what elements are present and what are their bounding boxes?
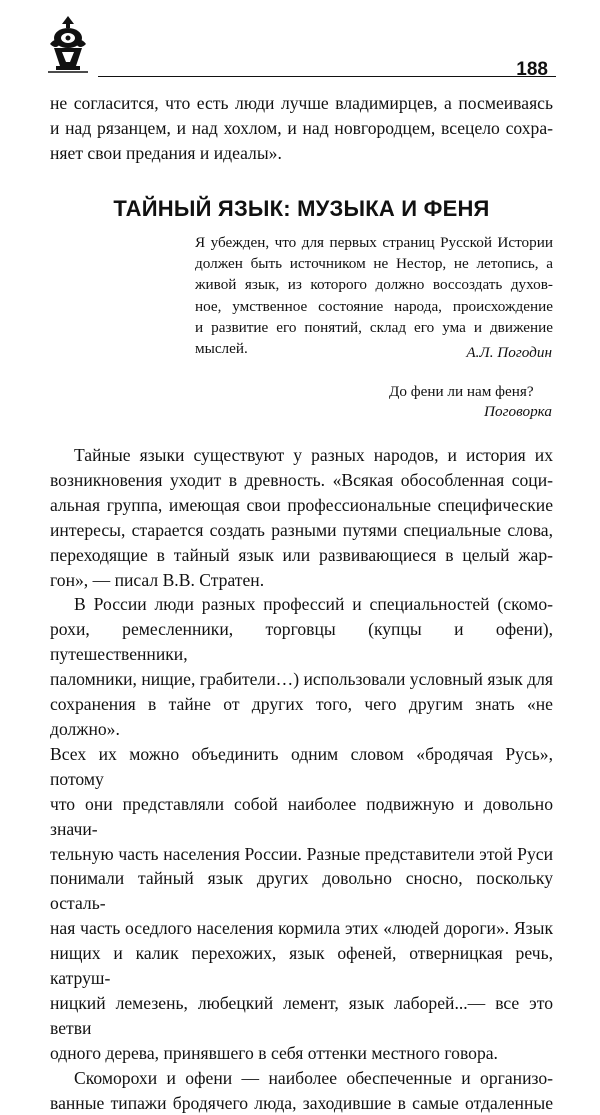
text-line: паломники, нищие, грабители…) использовали условный язык для xyxy=(50,669,553,690)
epigraph-author: А.Л. Погодин xyxy=(466,344,552,361)
text-line: рохи, ремесленники, торговцы (купцы и офени), путешественники, xyxy=(50,619,553,665)
epigraph-line: ное, умственное состояние народа, происхождение xyxy=(195,297,553,315)
text-line: и над рязанцем, и над хохлом, и над новгородцем, всецело сохра- xyxy=(50,117,553,138)
text-line: сохранения в тайне от других того, чего другим знать «не должно». xyxy=(50,694,553,739)
body-text xyxy=(50,443,553,1115)
text-line: Скоморохи и офени — наиболее обеспеченные и организо- xyxy=(74,1067,553,1088)
text-line: переходящие в тайный язык или развивающиеся в целый жар- xyxy=(50,544,553,565)
page-number: 188 xyxy=(516,59,548,80)
epigraph-line: должен быть источником не Нестор, не летопись, а xyxy=(195,255,553,273)
text-line: В России люди разных профессий и специальностей (скомо- xyxy=(74,594,553,615)
epigraph-line: и развитие его понятий, склад его ума и движение xyxy=(195,318,553,336)
page-number-underline xyxy=(536,76,554,77)
text-line: альная группа, имеющая свои профессиональные специфические xyxy=(50,494,553,515)
text-line: что они представляли собой наиболее подвижную и довольно значи- xyxy=(50,793,553,839)
epigraph-line: Я убежден, что для первых страниц Русской Истории xyxy=(195,234,553,251)
text-line: нищих и калик перехожих, язык офеней, отверницкая речь, катруш- xyxy=(50,943,553,989)
text-line: ванные типажи бродячего люда, заходившие в самые отдаленные xyxy=(50,1092,553,1113)
proverb-source: Поговорка xyxy=(484,403,552,420)
text-line: тельную часть населения России. Разные представители этой Руси xyxy=(50,843,553,864)
text-line: понимали тайный язык других довольно сносно, поскольку осталь- xyxy=(50,868,553,914)
ornament-emblem-icon xyxy=(46,14,90,74)
text-line: одного дерева, принявшего в себя оттенки местного говора. xyxy=(50,1042,498,1063)
text-line: интересы, старается создать разными путями специальные слова, xyxy=(50,519,553,540)
text-line: Тайные языки существуют у разных народов, и история их xyxy=(74,445,553,465)
proverb-text: До фени ли нам феня? xyxy=(389,383,534,400)
header-rule xyxy=(98,76,556,77)
continuation-paragraph xyxy=(50,91,553,166)
text-line: няет свои предания и идеалы». xyxy=(50,142,282,163)
text-line: ная часть оседлого населения кормила этих «людей дороги». Язык xyxy=(50,918,553,939)
text-line: ницкий лемезень, любецкий лемент, язык лаборей...— все это ветви xyxy=(50,992,553,1038)
text-line: возникновения уходит в древность. «Всякая обособленная соци- xyxy=(50,469,553,490)
epigraph-quote xyxy=(195,232,553,359)
text-line: Всех их можно объединить одним словом «бродячая Русь», потому xyxy=(50,743,553,789)
epigraph-line: живой язык, из которого должно воссоздать духов- xyxy=(195,276,553,294)
text-line: гон», — писал В.В. Стратен. xyxy=(50,569,265,590)
text-line: не согласится, что есть люди лучше владимирцев, а посмеиваясь xyxy=(50,93,553,113)
epigraph-line: мыслей. xyxy=(195,340,248,358)
section-title: ТАЙНЫЙ ЯЗЫК: МУЗЫКА И ФЕНЯ xyxy=(113,196,490,221)
